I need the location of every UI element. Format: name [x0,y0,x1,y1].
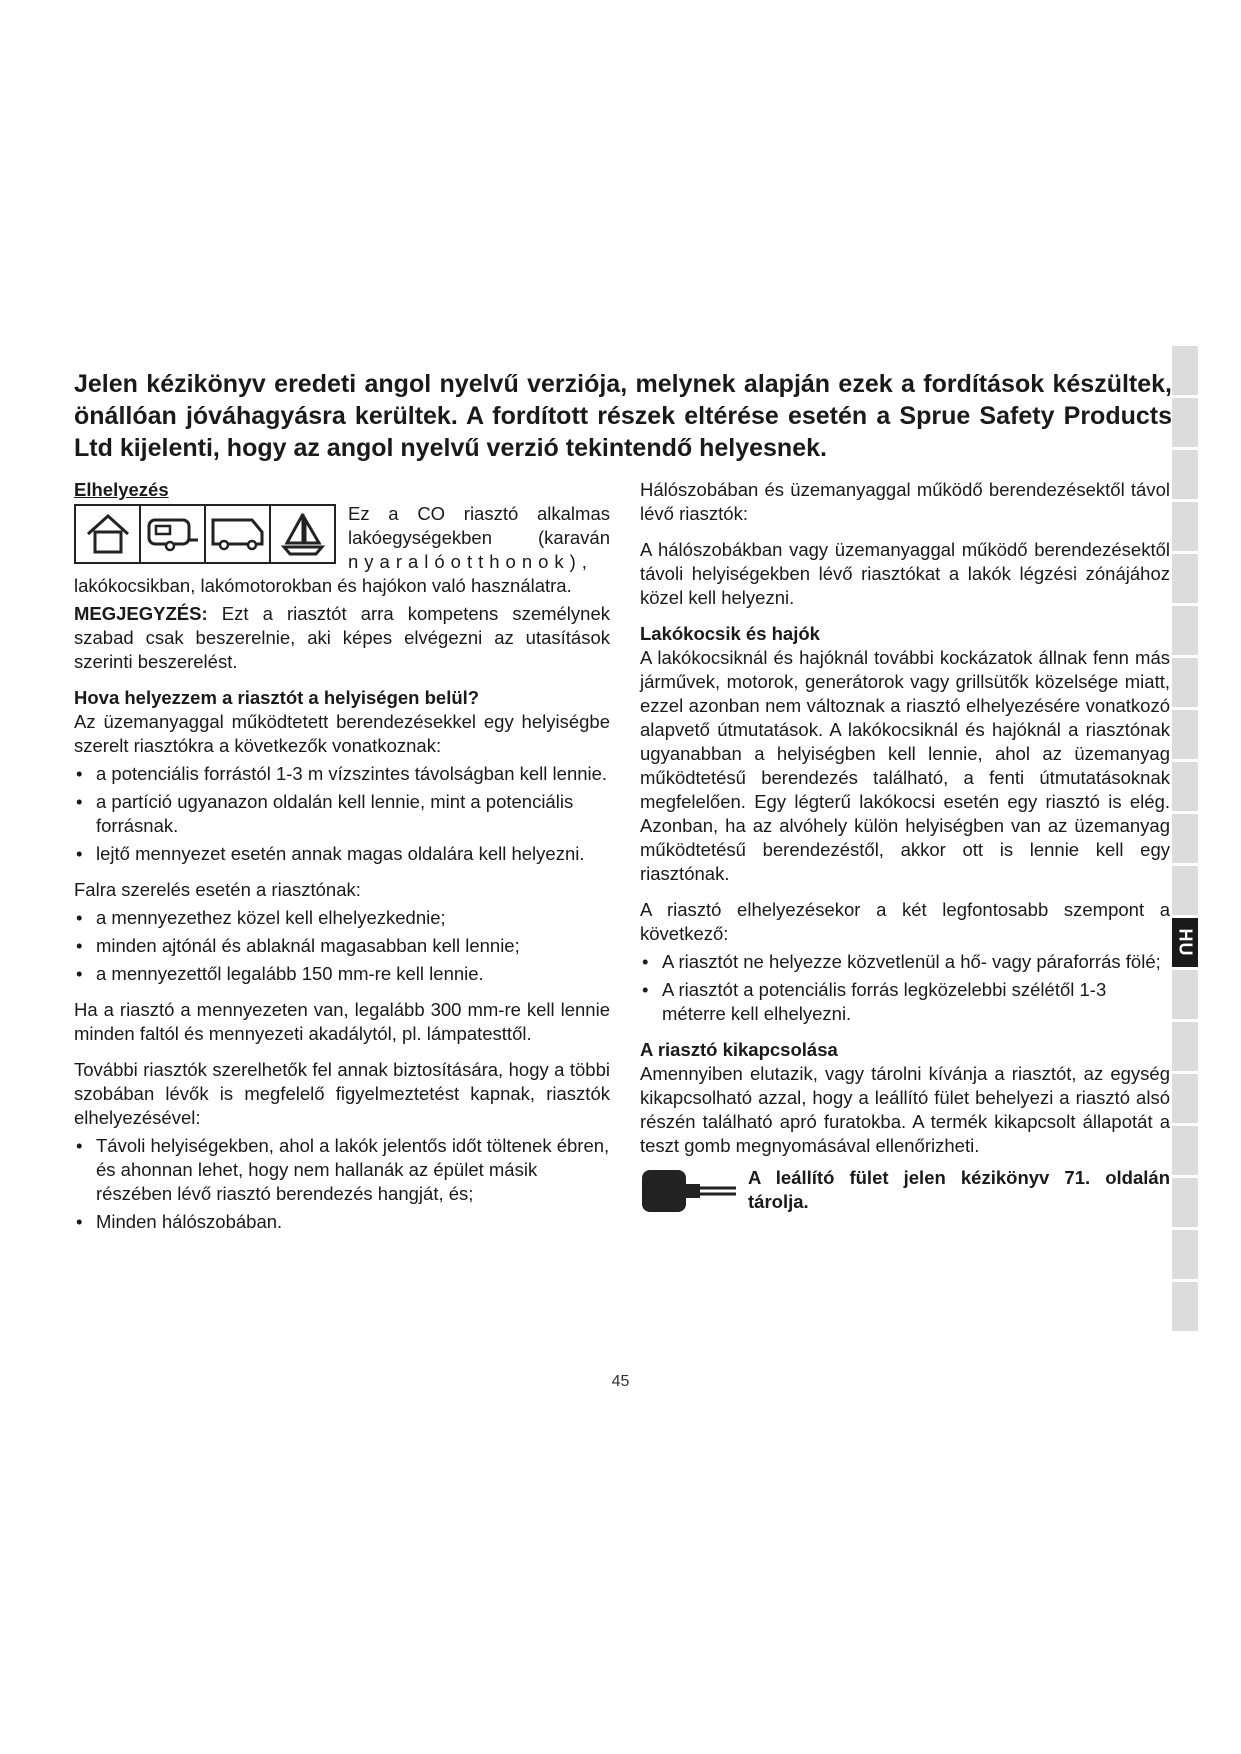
placement-text-1: Ez a CO riasztó alkalmas lakóegységekben (karaván [348,503,610,548]
language-tab[interactable] [1172,1282,1198,1334]
tab-note [640,1166,1170,1216]
list-item: • a partíció ugyanazon oldalán kell lennie, mint a potenciális forrásnak. [74,790,610,838]
list-item: • Távoli helyiségekben, ahol a lakók jelentős időt töltenek ébren, és ahonnan lehet, hogy nem hallanák az épület másik részében lévő riasztó berendezés hangját, és; [74,1134,610,1206]
left-column [74,478,610,1246]
where-heading: Hova helyezzem a riasztót a helyiségen belül? [74,687,480,708]
language-tab[interactable] [1172,346,1198,398]
where-intro: Az üzemanyaggal működtetett berendezésekkel egy helyiségbe szerelt riasztókra a következők vonatkoznak: [74,711,610,756]
off-heading: A riasztó kikapcsolása [640,1039,838,1060]
house-icon [76,506,141,562]
intro-statement: Jelen kézikönyv eredeti angol nyelvű verziója, melynek alapján ezek a fordítások készültek, önállóan jóváhagyásra kerültek. A fordított részek eltérése esetén a Sprue Safety Products Ltd kijelenti, hogy az angol nyelvű verzió tekintendő helyesnek. [74,370,1172,462]
placement-text-2: lakókocsikban, lakómotorokban és hajókon való használatra. [74,575,572,596]
list-item: • A riasztót ne helyezze közvetlenül a hő- vagy páraforrás fölé; [640,950,1170,974]
bedroom-intro: Hálószobában és üzemanyaggal működő berendezésektől távol lévő riasztók: [640,479,1170,524]
wall-intro: Falra szerelés esetén a riasztónak: [74,879,361,900]
language-tab[interactable] [1172,1178,1198,1230]
page-number: 45 [611,1373,630,1390]
bedroom-text: A hálószobákban vagy üzemanyaggal működő berendezésektől távoli helyiségekben lévő riasztókat a lakók légzési zónájához közel kell helyezni. [640,539,1170,608]
note-text: Ezt a riasztót arra kompetens személynek szabad csak beszerelnie, aki képes elvégezni az utasítások szerinti beszerelést. [74,603,610,672]
language-tab-hu[interactable] [1172,918,1198,970]
list-item: • lejtő mennyezet esetén annak magas oldalára kell helyezni. [74,842,610,866]
two-points-intro: A riasztó elhelyezésekor a két legfontosabb szempont a következő: [640,899,1170,944]
motorhome-icon [206,506,271,562]
language-tab[interactable] [1172,502,1198,554]
caravan-icon [141,506,206,562]
language-tab[interactable] [1172,814,1198,866]
placement-heading: Elhelyezés [74,479,169,500]
language-tab[interactable] [1172,658,1198,710]
list-item: • A riasztót a potenciális forrás legközelebbi szélétől 1-3 méterre kell elhelyezni. [640,978,1170,1026]
dwelling-icons [74,504,336,564]
language-tab[interactable] [1172,398,1198,450]
language-tab[interactable] [1172,1230,1198,1282]
language-tab[interactable] [1172,450,1198,502]
language-tab[interactable] [1172,1126,1198,1178]
two-points-list [640,950,1170,1026]
right-column [640,478,1170,1216]
language-tab[interactable] [1172,866,1198,918]
language-tab[interactable] [1172,606,1198,658]
ceiling-text: Ha a riasztó a mennyezeten van, legalább 300 mm-re kell lennie minden faltól és mennyezeti akadálytól, pl. lámpatesttől. [74,999,610,1044]
list-item: • minden ajtónál és ablaknál magasabban kell lennie; [74,934,610,958]
list-item: • a mennyezethez közel kell elhelyezkednie; [74,906,610,930]
note-label: MEGJEGYZÉS: [74,603,208,624]
note-paragraph [74,602,610,674]
list-item: • a mennyezettől legalább 150 mm-re kell lennie. [74,962,610,986]
language-tab[interactable] [1172,710,1198,762]
language-tab[interactable] [1172,762,1198,814]
more-list [74,1134,610,1234]
language-tab[interactable] [1172,1074,1198,1126]
off-text: Amennyiben elutazik, vagy tárolni kívánja a riasztót, az egység kikapcsolható azzal, hogy a leállító fület behelyezi a riasztó alsó részén található apró furatokba. A termék kikapcsolt állapotát a teszt gomb megnyomásával ellenőrizheti. [640,1063,1170,1156]
boat-icon [271,506,334,562]
where-list [74,762,610,866]
language-tab[interactable] [1172,554,1198,606]
placement-text-spaced: nyaralóotthonok), [348,551,593,572]
list-item: • Minden hálószobában. [74,1210,610,1234]
more-alarms-text: További riasztók szerelhetők fel annak biztosítására, hogy a többi szobában lévők is megfelelő figyelmeztetést kapnak, riasztók elhelyezésével: [74,1059,610,1128]
tab-note-text: A leállító fület jelen kézikönyv 71. oldalán tárolja. [748,1167,1170,1212]
language-tab[interactable] [1172,970,1198,1022]
language-tab[interactable] [1172,1022,1198,1074]
wall-list [74,906,610,986]
caravan-heading: Lakókocsik és hajók [640,623,820,644]
language-tab-label: HU [1175,928,1196,957]
caravan-text: A lakókocsiknál és hajóknál további kockázatok állnak fenn más járművek, motorok, generátorok vagy grillsütők közelsége miatt, ezzel azonban nem változnak a riasztó elhelyezésére vonatkozó alapvető útmutatások. A lakókocsiknál és hajóknál a riasztónak ugyanabban a helyiségben kell lennie, ahol az üzemanyag működtetésű berendezés található, a fenti útmutatásoknak megfelelően. Egy légterű lakókocsi esetén egy riasztó is elég. Azonban, ha az alvóhely külön helyiségben van az üzemanyag működtetésű berendezéstől, akkor ott is lennie kell egy riasztónak. [640,647,1170,884]
stop-tab-icon [640,1166,740,1216]
language-tab-strip [1172,346,1198,1334]
list-item: • a potenciális forrástól 1-3 m vízszintes távolságban kell lennie. [74,762,610,786]
